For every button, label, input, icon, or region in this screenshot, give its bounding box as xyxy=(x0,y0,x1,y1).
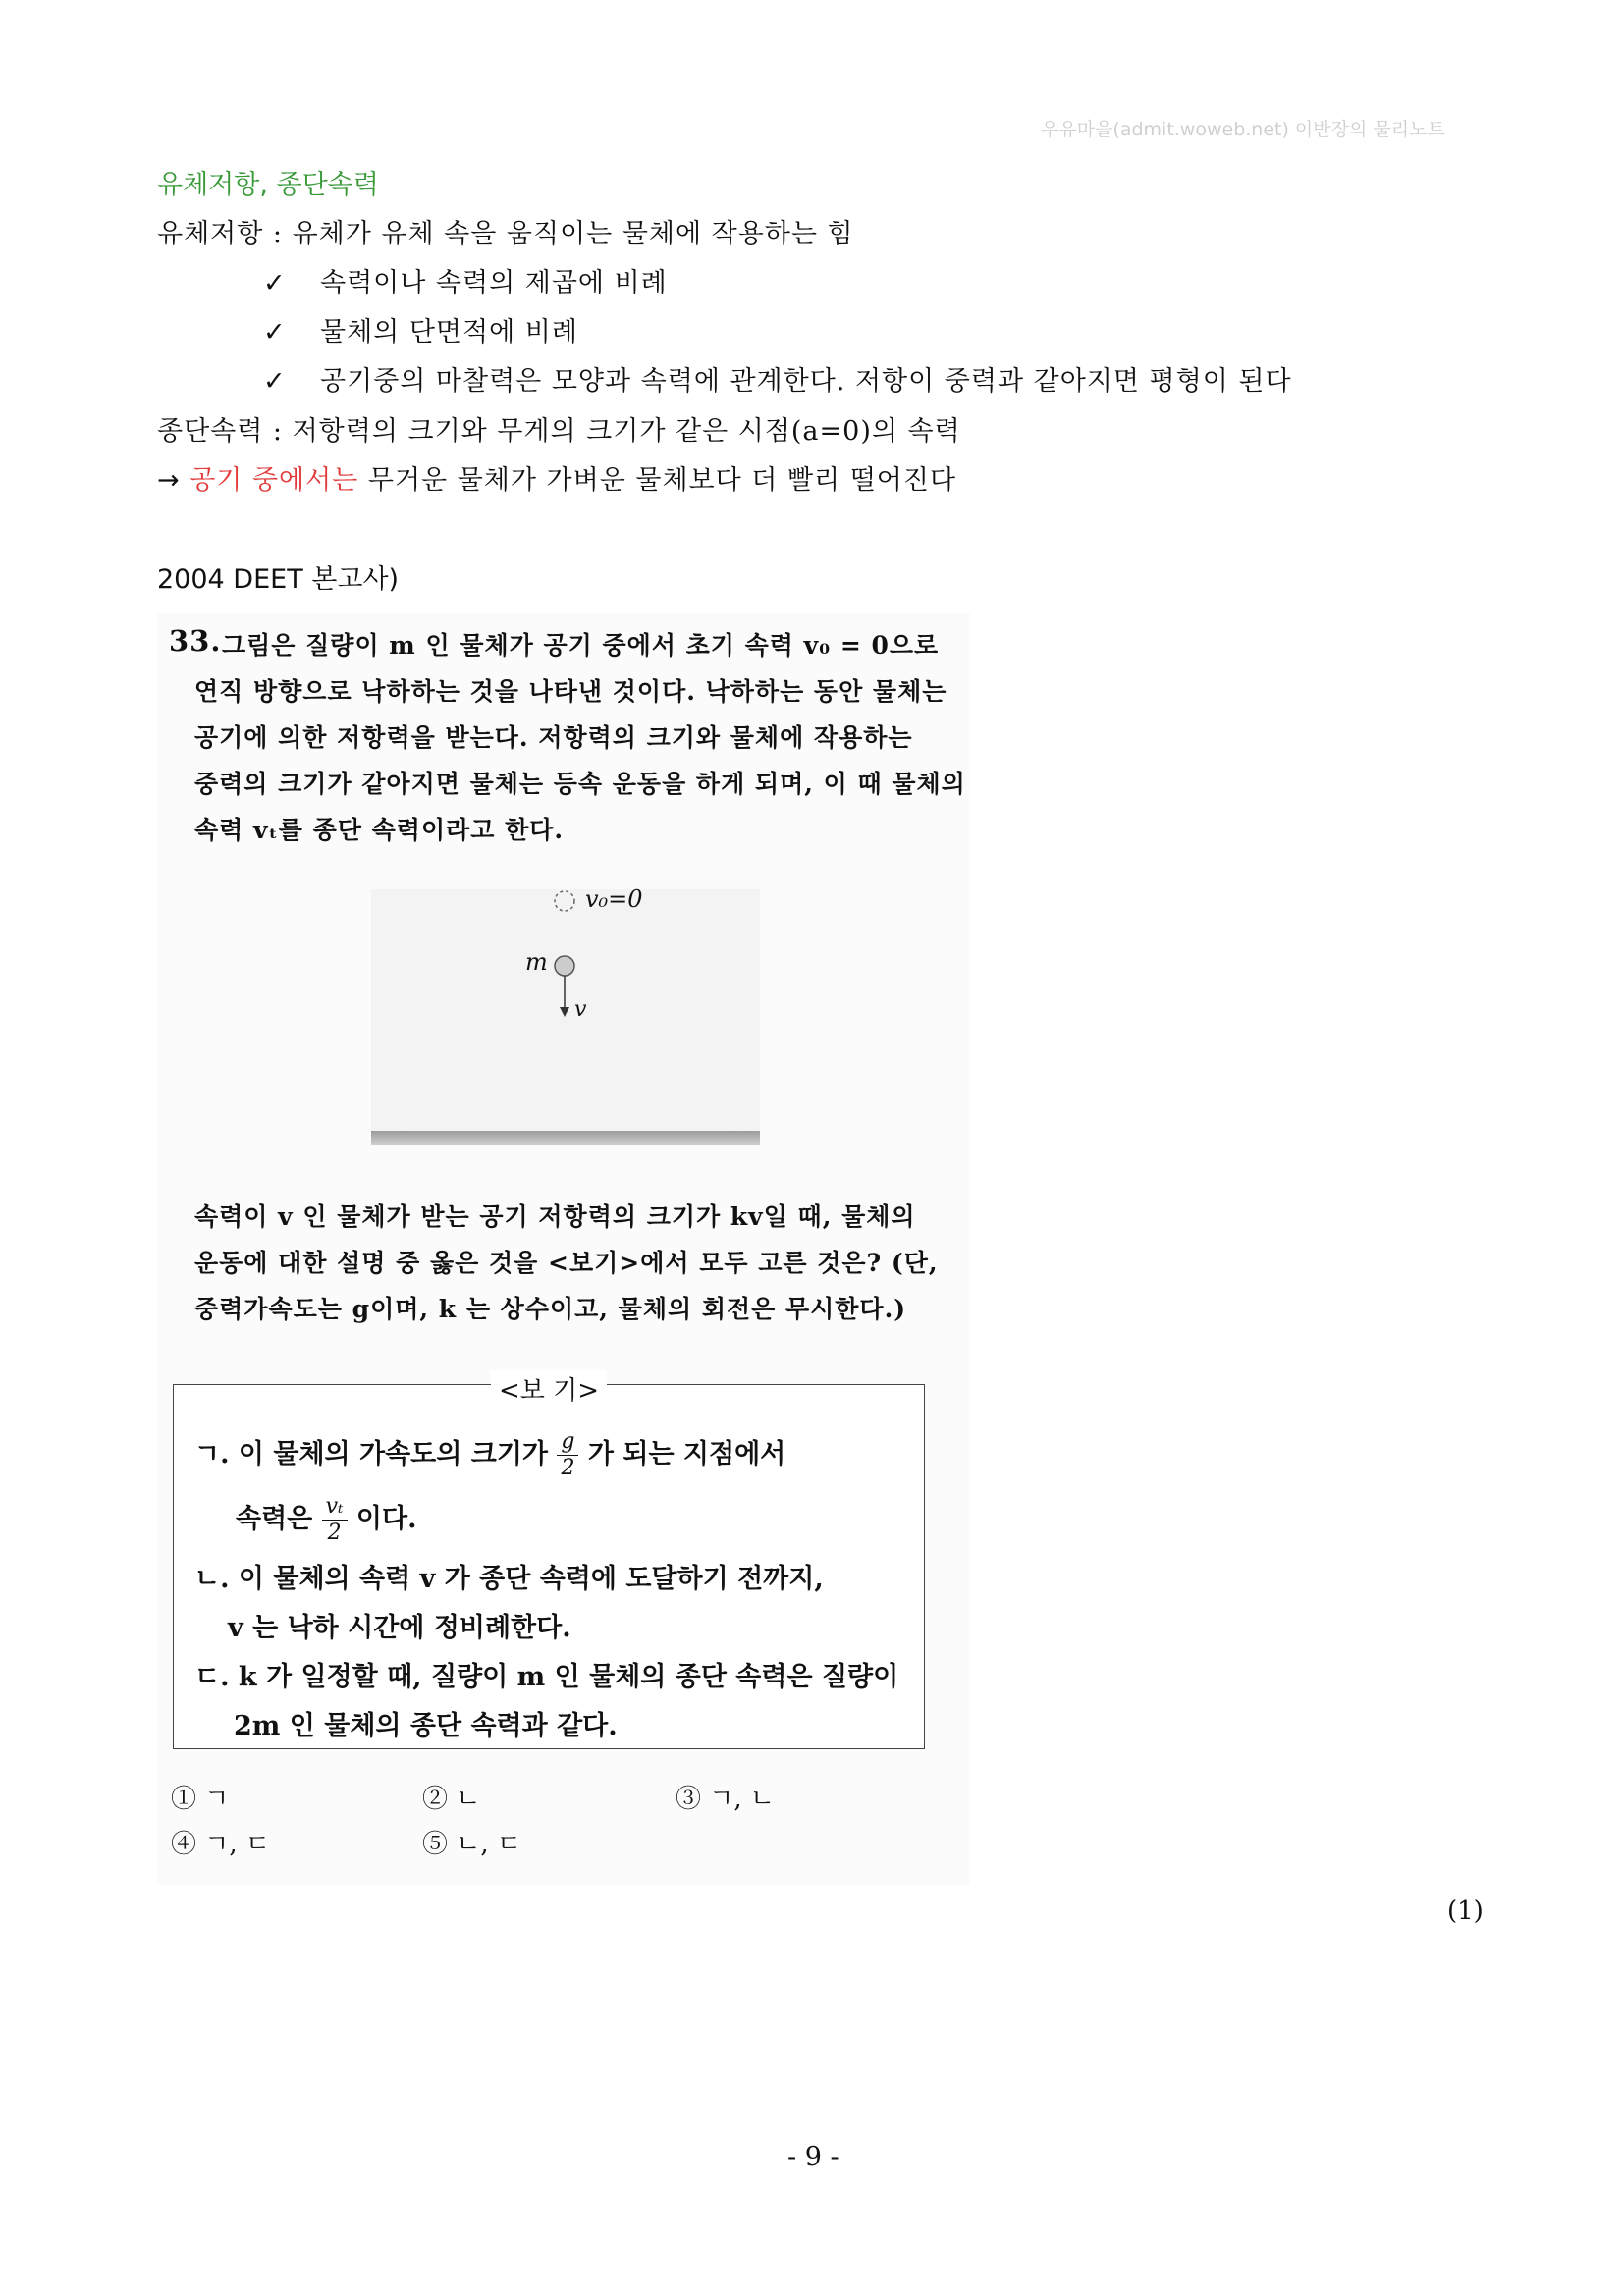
check-item: ✓ 공기중의 마찰력은 모양과 속력에 관계한다. 저항이 중력과 같아지면 평형이 된다 xyxy=(263,366,1292,397)
answer: (1) xyxy=(1447,1896,1484,1926)
question-line: 속력 vₜ를 종단 속력이라고 한다. xyxy=(194,816,565,844)
question-line: 그림은 질량이 m 인 물체가 공기 중에서 초기 속력 v₀ = 0으로 xyxy=(222,631,940,660)
bogi-option-a-cont: 속력은 $\frac{\text{vₜ}}{2}$ 이다. xyxy=(236,1494,417,1545)
check-icon: ✓ xyxy=(263,268,287,298)
bogi-option-a: ㄱ. 이 물체의 가속도의 크기가 $\frac{g}{2}$ 가 되는 지점에서 xyxy=(194,1429,786,1480)
arrow-icon: → xyxy=(157,465,181,496)
question-line: 공기에 의한 저항력을 받는다. 저항력의 크기와 물체에 작용하는 xyxy=(194,723,913,752)
v0-label: v₀=0 xyxy=(585,885,643,913)
fraction-g-over-2: $\frac{g}{2}$ xyxy=(557,1431,578,1479)
followup-line: 운동에 대한 설명 중 옳은 것을 <보기>에서 모두 고른 것은? (단, xyxy=(194,1249,939,1277)
choice-2: ② ㄴ xyxy=(422,1785,481,1814)
problem-source: 2004 DEET 본고사) xyxy=(157,564,400,595)
velocity-label: v xyxy=(574,997,587,1022)
question-line: 연직 방향으로 낙하하는 것을 나타낸 것이다. 낙하하는 동안 물체는 xyxy=(194,677,947,706)
choice-4: ④ ㄱ, ㄷ xyxy=(171,1830,271,1859)
fraction-vt-over-2: $\frac{\text{vₜ}}{2}$ xyxy=(322,1496,348,1544)
choice-3: ③ ㄱ, ㄴ xyxy=(676,1785,776,1814)
bogi-option-b: ㄴ. 이 물체의 속력 v 가 종단 속력에 도달하기 전까지, xyxy=(194,1564,824,1594)
conclusion xyxy=(157,458,956,497)
bogi-option-b-cont: v 는 낙하 시간에 정비례한다. xyxy=(228,1613,571,1643)
choice-1: ① ㄱ xyxy=(171,1785,230,1814)
definition-text: 유체저항 : 유체가 유체 속을 움직이는 물체에 작용하는 힘 xyxy=(157,219,854,249)
bogi-option-c-cont: 2m 인 물체의 종단 속력과 같다. xyxy=(234,1711,618,1741)
section-title: 유체저항, 종단속력 xyxy=(157,170,379,200)
mass-label: m xyxy=(525,948,548,976)
conclusion-highlight: 공기 중에서는 xyxy=(189,465,359,496)
bogi-title: <보 기> xyxy=(491,1370,607,1407)
question-line: 중력의 크기가 같아지면 물체는 등속 운동을 하게 되며, 이 때 물체의 xyxy=(194,770,966,798)
initial-position-circle xyxy=(555,891,574,911)
check-item: ✓ 속력이나 속력의 제곱에 비례 xyxy=(263,268,668,298)
question-number: 33. xyxy=(169,624,222,658)
choice-5: ⑤ ㄴ, ㄷ xyxy=(422,1830,522,1859)
header-note: 우유마을(admit.woweb.net) 이반장의 물리노트 xyxy=(1041,119,1445,140)
followup-line: 속력이 v 인 물체가 받는 공기 저항력의 크기가 kv일 때, 물체의 xyxy=(194,1202,916,1231)
terminal-velocity-definition: 종단속력 : 저항력의 크기와 무게의 크기가 같은 시점(a=0)의 속력 xyxy=(157,416,961,447)
bogi-option-c: ㄷ. k 가 일정할 때, 질량이 m 인 물체의 종단 속력은 질량이 xyxy=(194,1662,899,1692)
check-item: ✓ 물체의 단면적에 비례 xyxy=(263,317,578,347)
check-icon: ✓ xyxy=(263,366,287,397)
check-icon: ✓ xyxy=(263,317,287,347)
ground-line xyxy=(371,1131,760,1145)
falling-object-diagram xyxy=(371,880,760,1037)
followup-line: 중력가속도는 g이며, k 는 상수이고, 물체의 회전은 무시한다.) xyxy=(194,1295,907,1323)
page-number: - 9 - xyxy=(787,2142,839,2172)
velocity-arrow-head xyxy=(560,1007,569,1017)
conclusion-rest: 무거운 물체가 가벼운 물체보다 더 빨리 떨어진다 xyxy=(367,465,957,496)
object-circle xyxy=(555,956,574,976)
